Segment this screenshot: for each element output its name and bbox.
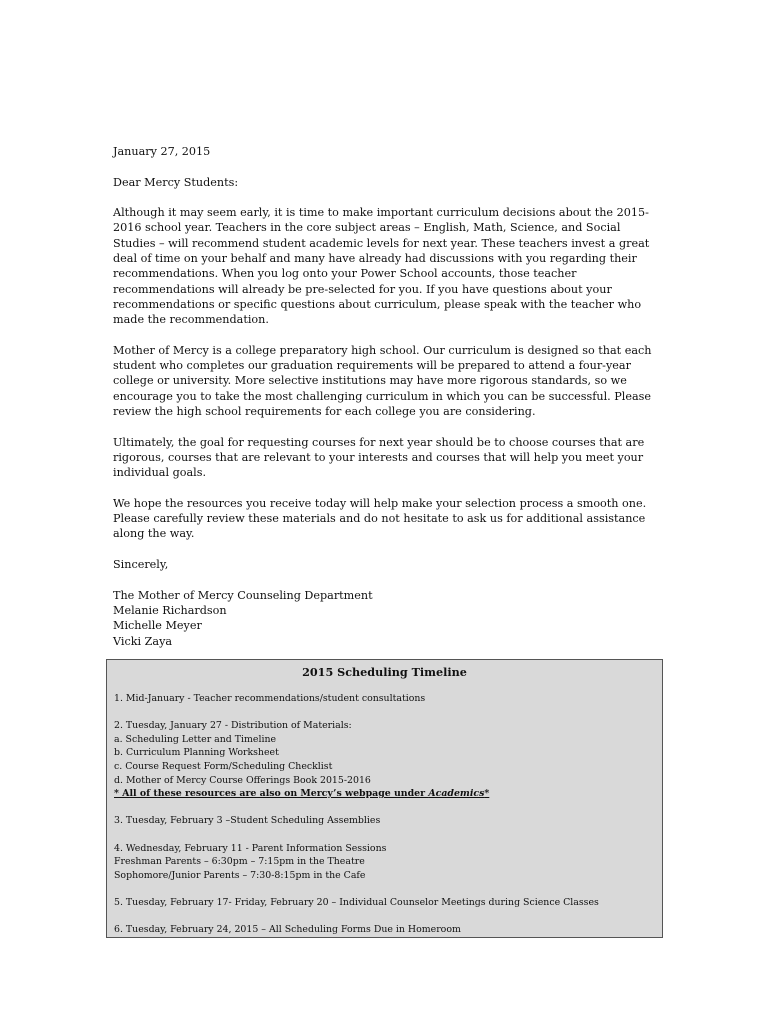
resources-note-prefix: * All of these resources are also on Mercy’s webpage under [114,788,429,800]
timeline-item-6: 6. Tuesday, February 24, 2015 – All Scheduling Forms Due in Homeroom [114,924,461,936]
session-item: Freshman Parents – 6:30pm – 7:15pm in the Theatre [114,856,365,868]
letter-closing: Sincerely, [113,558,169,572]
letter-greeting: Dear Mercy Students: [113,175,239,189]
material-item: b. Curriculum Planning Worksheet [114,747,279,759]
letter-paragraph: Ultimately, the goal for requesting courses for next year should be to choose courses that are rigorous, courses that are relevant to your interests and courses that will help you meet your individual goals. [113,435,645,480]
timeline-item-3: 3. Tuesday, February 3 –Student Scheduling Assemblies [114,815,381,827]
signature-name: Melanie Richardson [113,603,227,617]
timeline-item [114,814,655,828]
signature-name: Vicki Zaya [113,634,173,648]
timeline-item-4-heading: 4. Wednesday, February 11 - Parent Information Sessions [114,842,387,854]
letter [113,144,663,649]
timeline-title: 2015 Scheduling Timeline [302,665,467,679]
timeline-item [114,896,655,910]
signature-department: The Mother of Mercy Counseling Department [113,588,373,602]
timeline-item [114,923,655,937]
letter-paragraph: Although it may seem early, it is time to make important curriculum decisions about the 2015-2016 school year. Teachers in the core subject areas – English, Math, Science, and Social Studies – will recommend student academic levels for next year. These teachers invest a great deal of time on your behalf and many have already had discussions with you regarding their recommendations. When you log onto your Power School accounts, those teacher recommendations will already be pre-selected for you. If you have questions about your recommendations or specific questions about curriculum, please speak with the teacher who made the recommendation. [113,206,650,327]
resources-note [114,787,655,801]
timeline-item-2-heading: 2. Tuesday, January 27 - Distribution of Materials: [114,720,352,732]
material-item: d. Mother of Mercy Course Offerings Book 2015-2016 [114,774,371,786]
letter-date: January 27, 2015 [113,145,211,158]
resources-note-emphasis: Academics [428,788,485,800]
material-item: c. Course Request Form/Scheduling Checklist [114,760,333,772]
signature-name: Michelle Meyer [113,619,202,633]
letter-paragraph: We hope the resources you receive today will help make your selection process a smooth one. Please carefully review these materials and do not hesitate to ask us for additional assistance along the way. [113,496,647,541]
timeline-item [114,692,655,706]
material-item: a. Scheduling Letter and Timeline [114,733,277,745]
signature-block [113,588,663,649]
timeline-item-1: 1. Mid-January - Teacher recommendations/student consultations [114,693,426,704]
session-item: Sophomore/Junior Parents – 7:30-8:15pm in the Cafe [114,869,366,881]
scheduling-timeline-box [106,659,663,938]
timeline-item [114,719,655,801]
timeline-item [114,842,655,883]
resources-note-suffix: * [484,788,490,800]
letter-paragraph: Mother of Mercy is a college preparatory high school. Our curriculum is designed so that each student who completes our graduation requirements will be prepared to attend a four-year college or university. More selective institutions may have more rigorous standards, so we encourage you to take the most challenging curriculum in which you can be successful. Please review the high school requirements for each college you are considering. [113,343,652,419]
timeline-item-5: 5. Tuesday, February 17- Friday, February 20 – Individual Counselor Meetings during Science Classes [114,896,599,908]
